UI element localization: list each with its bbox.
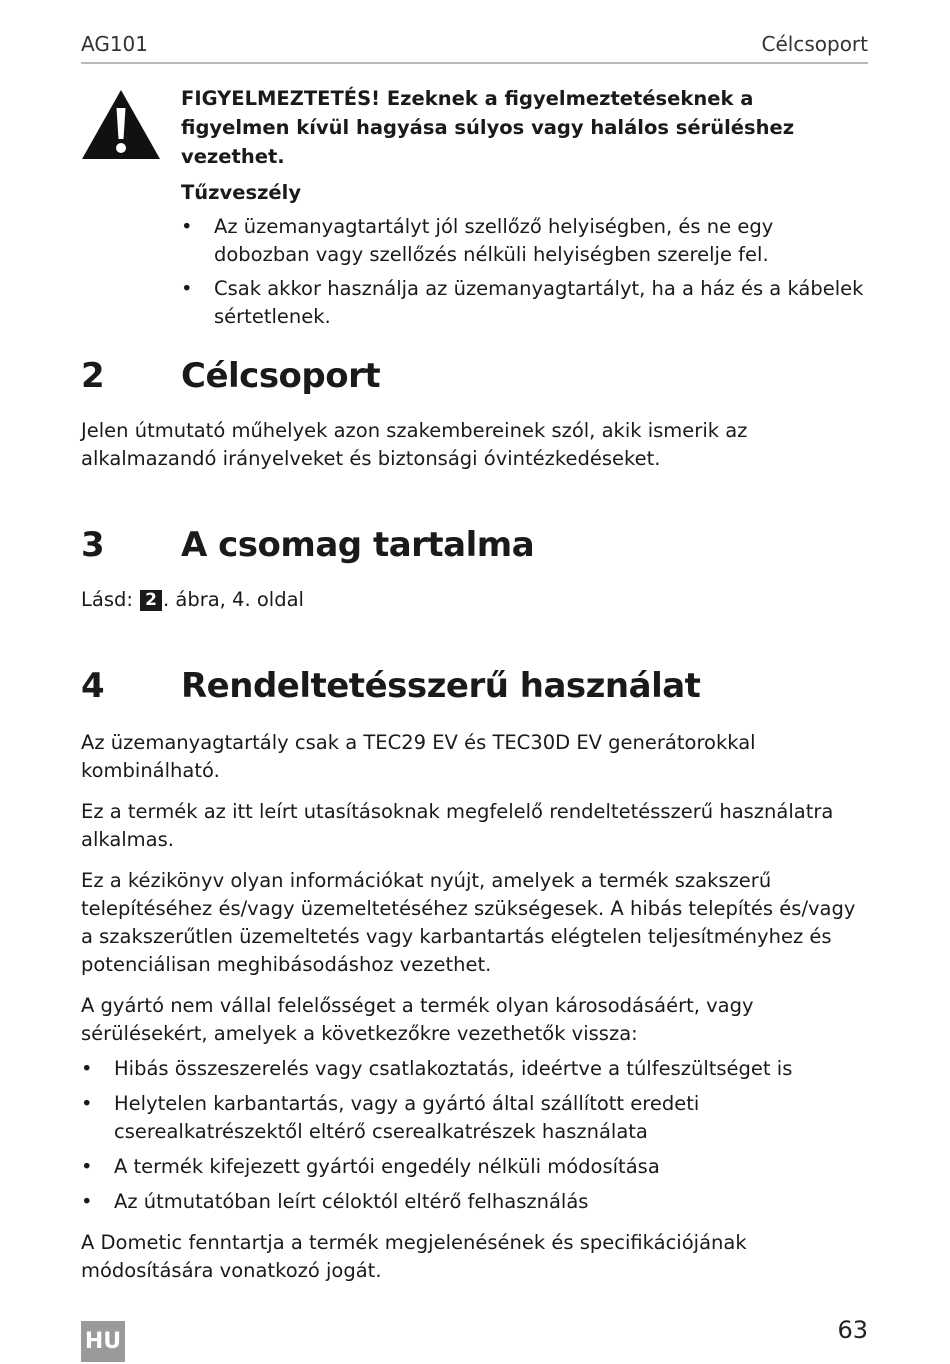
bullet: • — [181, 215, 193, 238]
list-item: • A termék kifejezett gyártói engedély nélküli módosítása — [81, 1153, 871, 1181]
section-number: 4 — [81, 666, 105, 706]
section-4-body — [81, 729, 871, 1285]
running-section-title: Célcsoport — [761, 32, 868, 56]
page-number: 63 — [837, 1316, 868, 1344]
list-item: • Az útmutatóban leírt céloktól eltérő felhasználás — [81, 1188, 871, 1216]
section-title: A csomag tartalma — [181, 525, 535, 565]
section-title: Célcsoport — [181, 356, 381, 396]
language-badge: HU — [81, 1321, 125, 1362]
section-number: 3 — [81, 525, 105, 565]
page-header — [81, 30, 868, 64]
paragraph: A gyártó nem vállal felelősséget a termék olyan károsodásáért, vagy sérülésekért, amelyek a következőkre vezethetők vissza: — [81, 994, 754, 1045]
closing-paragraph: A Dometic fenntartja a termék megjelenésének és specifikációjának módosítására vonatkozó jogát. — [81, 1231, 747, 1282]
warning-triangle-icon — [81, 88, 161, 160]
liability-list — [81, 1055, 871, 1216]
warning-lead: FIGYELMEZTETÉS! Ezeknek a figyelmeztetéseknek a figyelmen kívül hagyása súlyos vagy halálos sérüléshez vezethet. — [181, 87, 795, 168]
figure-number-badge: 2 — [140, 590, 162, 611]
bullet: • — [181, 277, 193, 300]
bullet: • — [81, 1092, 93, 1115]
figure-reference: Lásd: 2 . ábra, 4. oldal — [81, 588, 304, 611]
paragraph: Ez a kézikönyv olyan információkat nyújt, amelyek a termék szakszerű telepítéséhez és/vagy üzemeltetéséhez szükségesek. A hibás telepítés és/vagy a szakszerűtlen üzemeltetés vagy karbantartás elégtelen teljesítményhez és potenciálisan meghibásodáshoz vezethet. — [81, 869, 856, 976]
list-item: • Helytelen karbantartás, vagy a gyártó által szállított eredeti cserealkatrészektől eltérő cserealkatrészek használata — [81, 1092, 700, 1143]
bullet: • — [81, 1057, 93, 1080]
paragraph: Ez a termék az itt leírt utasításoknak megfelelő rendeltetésszerű használatra alkalmas. — [81, 800, 834, 851]
section-number: 2 — [81, 356, 105, 396]
paragraph: Az üzemanyagtartály csak a TEC29 EV és TEC30D EV generátorokkal kombinálható. — [81, 731, 756, 782]
list-item: • Az üzemanyagtartályt jól szellőző helyiségben, és ne egy dobozban vagy szellőzés nélküli helyiségben szerelje fel. — [181, 215, 774, 266]
list-item: • Hibás összeszerelés vagy csatlakoztatás, ideértve a túlfeszültséget is — [81, 1055, 871, 1083]
section-text: Jelen útmutató műhelyek azon szakembereinek szól, akik ismerik az alkalmazandó irányelveket és biztonsági óvintézkedéseket. — [81, 419, 748, 470]
bullet: • — [81, 1190, 93, 1213]
document-id: AG101 — [81, 32, 149, 56]
section-title: Rendeltetésszerű használat — [181, 666, 701, 706]
list-item: • Csak akkor használja az üzemanyagtartályt, ha a ház és a kábelek sértetlenek. — [181, 277, 864, 328]
hazard-title: Tűzveszély — [181, 181, 302, 204]
warning-list — [181, 213, 868, 331]
bullet: • — [81, 1155, 93, 1178]
